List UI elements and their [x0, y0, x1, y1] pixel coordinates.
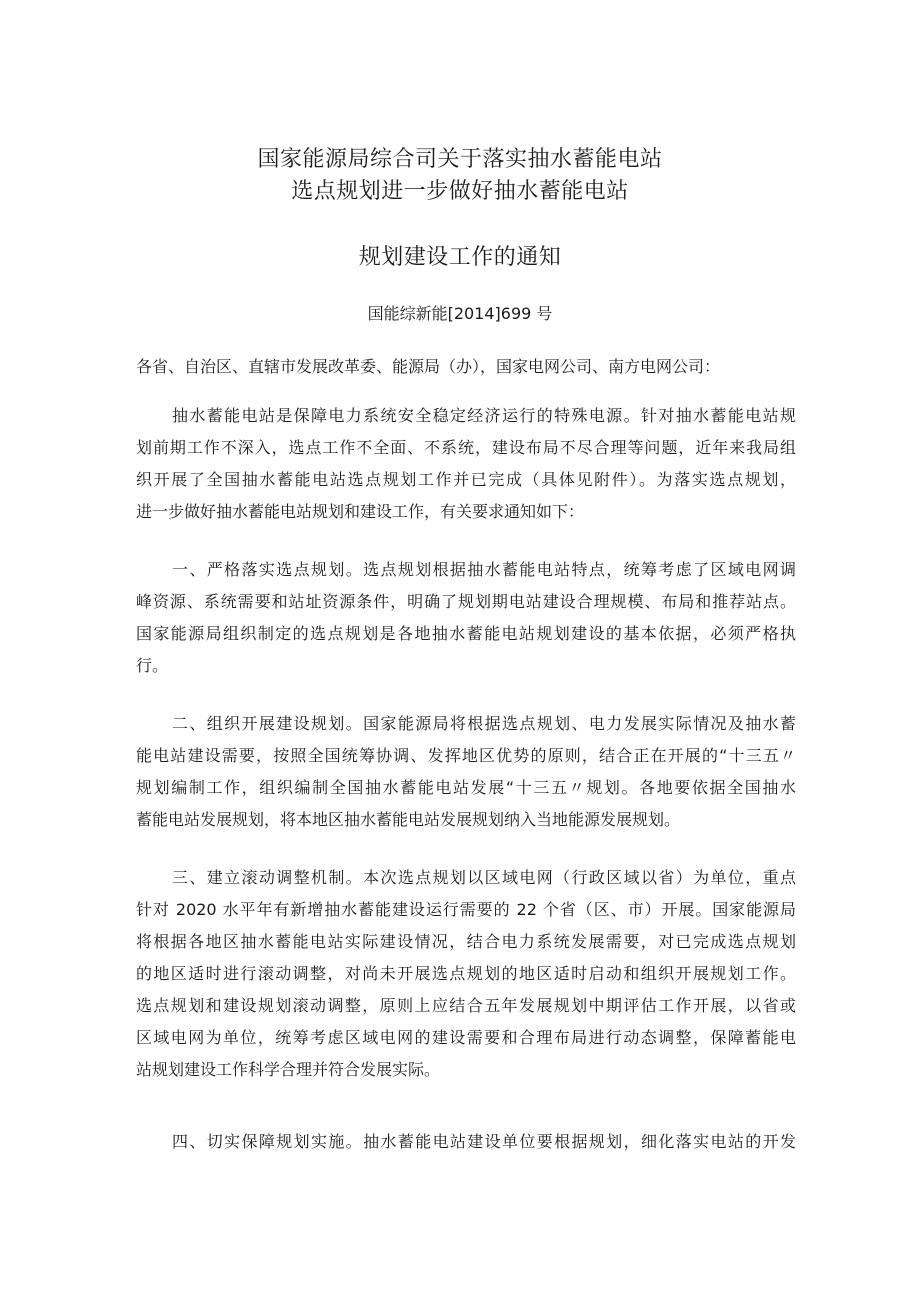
paragraph-line: 能电站建设需要，按照全国统筹协调、发挥地区优势的原则，结合正在开展的“十三五〃 — [136, 746, 796, 765]
paragraph-line: 一、严格落实选点规划。选点规划根据抽水蓄能电站特点，统筹考虑了区域电网调 — [172, 560, 796, 579]
document-title-line-3: 规划建设工作的通知 — [358, 245, 562, 270]
addressee: 各省、自治区、直辖市发展改革委、能源局（办），国家电网公司、南方电网公司： — [136, 357, 721, 376]
paragraph-line: 进一步做好抽水蓄能电站规划和建设工作，有关要求通知如下： — [136, 502, 585, 521]
paragraph-section-4 — [136, 1126, 796, 1158]
paragraph-section-3 — [136, 862, 796, 1086]
document-title-line-1: 国家能源局综合司关于落实抽水蓄能电站 — [257, 147, 663, 172]
paragraph-line: 抽水蓄能电站是保障电力系统安全稳定经济运行的特殊电源。针对抽水蓄能电站规 — [172, 406, 796, 425]
paragraph-line: 四、切实保障规划实施。抽水蓄能电站建设单位要根据规划，细化落实电站的开发 — [172, 1132, 796, 1151]
paragraph-line: 区域电网为单位，统筹考虑区域电网的建设需要和合理布局进行动态调整，保障蓄能电 — [136, 1028, 796, 1047]
paragraph-line: 选点规划和建设规划滚动调整，原则上应结合五年发展规划中期评估工作开展，以省或 — [136, 996, 796, 1015]
paragraph-section-1 — [136, 554, 796, 682]
document-title-line-2: 选点规划进一步做好抽水蓄能电站 — [291, 179, 629, 204]
paragraph-line: 蓄能电站发展规划，将本地区抽水蓄能电站发展规划纳入当地能源发展规划。 — [136, 810, 681, 829]
paragraph-line: 的地区适时进行滚动调整，对尚未开展选点规划的地区适时启动和组织开展规划工作。 — [136, 964, 796, 983]
paragraph-line: 划前期工作不深入，选点工作不全面、不系统，建设布局不尽合理等问题，近年来我局组 — [136, 438, 796, 457]
paragraph-line: 织开展了全国抽水蓄能电站选点规划工作并已完成（具体见附件）。为落实选点规划， — [136, 470, 796, 489]
paragraph-line: 峰资源、系统需要和站址资源条件，明确了规划期电站建设合理规模、布局和推荐站点。 — [136, 592, 796, 611]
paragraph-line: 二、组织开展建设规划。国家能源局将根据选点规划、电力发展实际情况及抽水蓄 — [172, 714, 796, 733]
paragraph-line: 将根据各地区抽水蓄能电站实际建设情况，结合电力系统发展需要，对已完成选点规划 — [136, 932, 796, 951]
document-number: 国能综新能[2014]699 号 — [367, 304, 553, 323]
paragraph-section-2 — [136, 708, 796, 836]
paragraph-line: 国家能源局组织制定的选点规划是各地抽水蓄能电站规划建设的基本依据，必须严格执 — [136, 624, 796, 643]
paragraph-line: 三、建立滚动调整机制。本次选点规划以区域电网（行政区域以省）为单位，重点 — [172, 868, 796, 887]
paragraph-line: 规划编制工作，组织编制全国抽水蓄能电站发展“十三五〃规划。各地要依据全国抽水 — [136, 778, 796, 797]
paragraph-line: 针对 2020 水平年有新增抽水蓄能建设运行需要的 22 个省（区、市）开展。国家能源局 — [136, 900, 796, 919]
paragraph-line: 站规划建设工作科学合理并符合发展实际。 — [136, 1060, 441, 1079]
paragraph-line: 行。 — [136, 656, 169, 675]
paragraph-intro — [136, 400, 796, 528]
